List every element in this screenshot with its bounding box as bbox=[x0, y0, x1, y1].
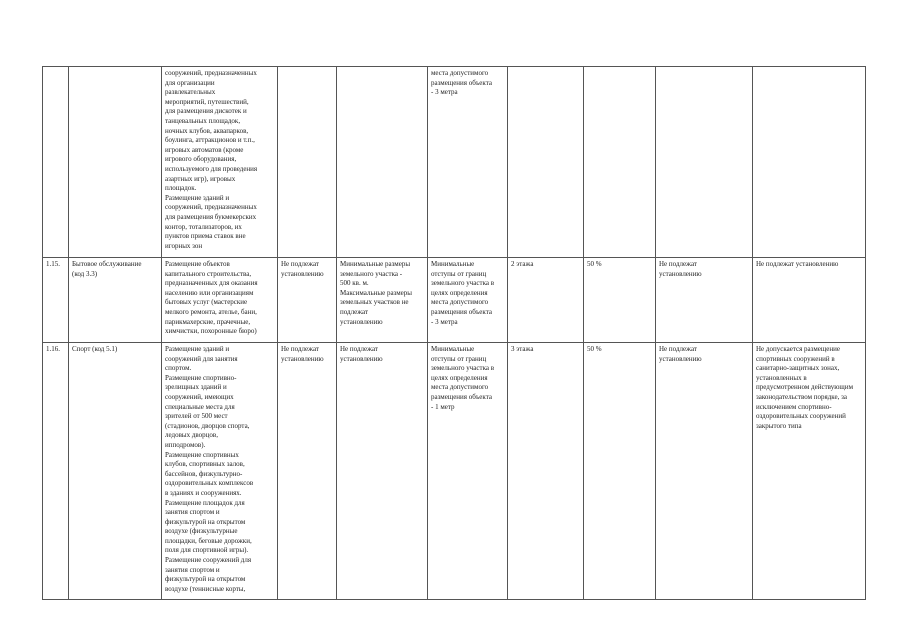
land-size-cell: Минимальные размеры земельного участка - 500 кв. м. Максимальные размеры земельных участков не подлежат установлению bbox=[337, 258, 428, 343]
setback-cell: Минимальные отступы от границ земельного участка в целях определения места допустимого размещения объекта - 3 метра bbox=[428, 258, 508, 343]
land-size-cell bbox=[337, 67, 428, 258]
coverage-cell: 50 % bbox=[584, 258, 656, 343]
use-name-cell: Спорт (код 5.1) bbox=[69, 343, 162, 600]
use-description-cell: Размещение зданий и сооружений для занятия спортом. Размещение спортивно- зрелищных зданий и сооружений, имеющих специальные места для зрителей от 500 мест (стадионов, дворцов спорта, ледовых дворцов, ипподромов). Размещение спортивных клубов, спортивных залов, бассейнов, физкультурно- оздоровительных комплексов в зданиях и сооружениях. Размещение площадок для занятия спортом и физкультурой на открытом воздухе (физкультурные площадки, беговые дорожки, поля для спортивной игры). Размещение сооружений для занятия спортом и физкультурой на открытом воздухе (теннисные корты, bbox=[162, 343, 278, 600]
use-description-cell: сооружений, предназначенных для организации развлекательных мероприятий, путешествий, для размещения дискотек и танцевальных площадок, ночных клубов, аквапарков, боулинга, аттракционов и т.п., игровых автоматов (кроме игрового оборудования, используемого для проведения азартных игр), игровых площадок. Размещение зданий и сооружений, предназначенных для размещения букмекерских контор, тотализаторов, их пунктов приема ставок вне игорных зон bbox=[162, 67, 278, 258]
zoning-table bbox=[42, 66, 866, 600]
restrictions-cell bbox=[753, 67, 866, 258]
table-cell: Не подлежат установлению bbox=[656, 258, 753, 343]
table-row bbox=[43, 258, 866, 343]
use-name-cell bbox=[69, 67, 162, 258]
row-number-cell: 1.16. bbox=[43, 343, 69, 600]
table-cell: Не подлежат установлению bbox=[656, 343, 753, 600]
table-cell: Не подлежат установлению bbox=[278, 258, 337, 343]
setback-cell: места допустимого размещения объекта - 3 метра bbox=[428, 67, 508, 258]
table-row bbox=[43, 343, 866, 600]
coverage-cell bbox=[584, 67, 656, 258]
use-name-cell: Бытовое обслуживание (код 3.3) bbox=[69, 258, 162, 343]
table-cell bbox=[278, 67, 337, 258]
row-number-cell bbox=[43, 67, 69, 258]
floors-cell: 2 этажа bbox=[508, 258, 584, 343]
land-size-cell: Не подлежат установлению bbox=[337, 343, 428, 600]
setback-cell: Минимальные отступы от границ земельного участка в целях определения места допустимого размещения объекта - 1 метр bbox=[428, 343, 508, 600]
restrictions-cell: Не подлежат установлению bbox=[753, 258, 866, 343]
floors-cell bbox=[508, 67, 584, 258]
table-row bbox=[43, 67, 866, 258]
use-description-cell: Размещение объектов капитального строительства, предназначенных для оказания населению или организациям бытовых услуг (мастерские мелкого ремонта, ателье, бани, парикмахерские, прачечные, химчистки, похоронные бюро) bbox=[162, 258, 278, 343]
coverage-cell: 50 % bbox=[584, 343, 656, 600]
row-number-cell: 1.15. bbox=[43, 258, 69, 343]
floors-cell: 3 этажа bbox=[508, 343, 584, 600]
table-cell bbox=[656, 67, 753, 258]
table-cell: Не подлежат установлению bbox=[278, 343, 337, 600]
restrictions-cell: Не допускается размещение спортивных сооружений в санитарно-защитных зонах, установленных в предусмотренном действующим законодательством порядке, за исключением спортивно- оздоровительных сооружений закрытого типа bbox=[753, 343, 866, 600]
